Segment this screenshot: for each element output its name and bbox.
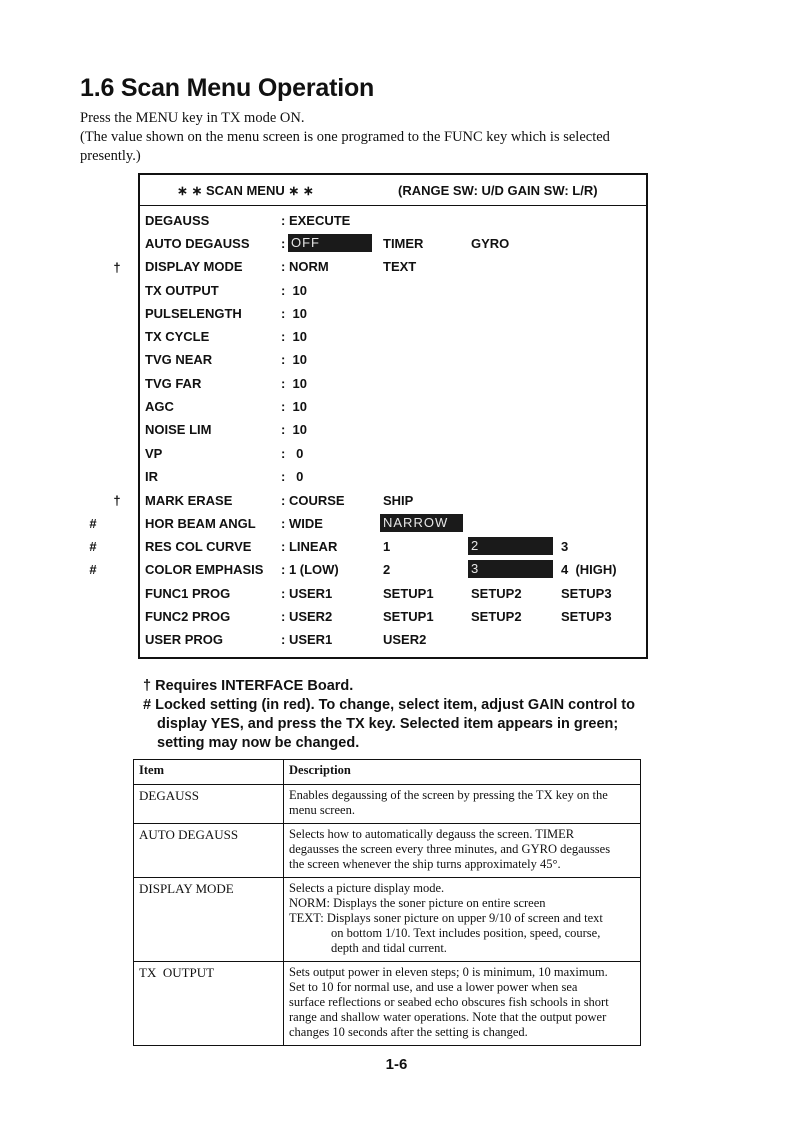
menu-row-hor-beam-angl[interactable]: [140, 514, 646, 534]
menu-row-func2-prog[interactable]: [140, 607, 646, 627]
intro-text: [80, 109, 720, 166]
menu-option[interactable]: 2: [383, 562, 391, 577]
description-line: surface reflections or seabed echo obscures fish schools in short: [289, 995, 609, 1009]
intro-line: Press the MENU key in TX mode ON.: [80, 110, 305, 126]
menu-option[interactable]: SETUP3: [561, 609, 612, 624]
col-header-description: Description: [284, 760, 641, 785]
menu-option[interactable]: 1: [383, 539, 391, 554]
description-line: the screen whenever the ship turns approximately 45°.: [289, 857, 561, 871]
menu-row-noise-lim[interactable]: [140, 420, 646, 440]
menu-label: PULSELENGTH: [145, 306, 242, 321]
menu-row-color-emphasis[interactable]: [140, 560, 646, 580]
menu-option[interactable]: SETUP1: [383, 586, 434, 601]
item-cell: AUTO DEGAUSS: [134, 824, 284, 878]
description-line: Selects how to automatically degauss the screen. TIMER: [289, 827, 575, 841]
menu-value: : NORM: [281, 259, 329, 274]
description-line: depth and tidal current.: [331, 941, 447, 955]
menu-header: [140, 175, 646, 206]
item-cell: DISPLAY MODE: [134, 878, 284, 962]
selected-option[interactable]: OFF: [288, 234, 372, 252]
menu-value: : 10: [281, 422, 308, 437]
menu-value: : 10: [281, 329, 308, 344]
selected-option[interactable]: 3: [468, 560, 553, 578]
description-cell: [284, 785, 641, 824]
menu-label: AUTO DEGAUSS: [145, 236, 250, 251]
menu-label: COLOR EMPHASIS: [145, 562, 264, 577]
menu-value: : 0: [281, 446, 304, 461]
menu-value: : 10: [281, 283, 308, 298]
hash-marker: #: [89, 562, 97, 577]
menu-range-hint: (RANGE SW: U/D GAIN SW: L/R): [398, 183, 598, 198]
col-header-item: Item: [134, 760, 284, 785]
menu-value: : COURSE: [281, 493, 345, 508]
description-line: on bottom 1/10. Text includes position, speed, course,: [331, 926, 601, 940]
menu-option[interactable]: SETUP2: [471, 609, 522, 624]
menu-option[interactable]: TEXT: [383, 259, 417, 274]
note-hash: # Locked setting (in red). To change, select item, adjust GAIN control to: [143, 697, 635, 713]
table-row: [134, 962, 641, 1046]
menu-value: : USER1: [281, 586, 333, 601]
menu-label: IR: [145, 469, 158, 484]
description-line: range and shallow water operations. Note that the output power: [289, 1010, 607, 1024]
menu-row-res-col-curve[interactable]: [140, 537, 646, 557]
description-line: NORM: Displays the soner picture on entire screen: [289, 896, 546, 910]
menu-value: : WIDE: [281, 516, 323, 531]
intro-line: presently.): [80, 148, 141, 164]
page-title: 1.6 Scan Menu Operation: [80, 74, 375, 102]
menu-row-tvg-near[interactable]: [140, 350, 646, 370]
description-line: menu screen.: [289, 803, 355, 817]
hash-marker: #: [89, 516, 97, 531]
menu-option[interactable]: SHIP: [383, 493, 414, 508]
selected-option[interactable]: NARROW: [380, 514, 463, 532]
menu-value: : 0: [281, 469, 304, 484]
menu-row-mark-erase[interactable]: [140, 491, 646, 511]
menu-label: MARK ERASE: [145, 493, 233, 508]
menu-label: DEGAUSS: [145, 213, 210, 228]
menu-label: TVG NEAR: [145, 352, 213, 367]
menu-value: : 10: [281, 352, 308, 367]
description-line: Enables degaussing of the screen by pressing the TX key on the: [289, 788, 608, 802]
menu-row-pulselength[interactable]: [140, 304, 646, 324]
menu-label: TX CYCLE: [145, 329, 210, 344]
description-cell: [284, 962, 641, 1046]
menu-row-func1-prog[interactable]: [140, 584, 646, 604]
menu-label: HOR BEAM ANGL: [145, 516, 256, 531]
menu-option[interactable]: USER2: [383, 632, 427, 647]
menu-label: TX OUTPUT: [145, 283, 219, 298]
table-header-row: [134, 760, 641, 785]
item-cell: DEGAUSS: [134, 785, 284, 824]
menu-option[interactable]: TIMER: [383, 236, 424, 251]
description-line: Set to 10 for normal use, and use a lower power when sea: [289, 980, 578, 994]
item-cell: TX OUTPUT: [134, 962, 284, 1046]
footnotes: [143, 677, 635, 753]
description-table: [133, 759, 641, 1046]
description-cell: [284, 824, 641, 878]
note-hash-cont: setting may now be changed.: [157, 735, 360, 751]
menu-value: : USER1: [281, 632, 333, 647]
menu-value: : 10: [281, 399, 308, 414]
menu-label: DISPLAY MODE: [145, 259, 243, 274]
table-row: [134, 824, 641, 878]
hash-marker: #: [89, 539, 97, 554]
description-line: Sets output power in eleven steps; 0 is minimum, 10 maximum.: [289, 965, 608, 979]
menu-value: : 10: [281, 306, 308, 321]
menu-option[interactable]: GYRO: [471, 236, 510, 251]
description-cell: [284, 878, 641, 962]
menu-label: AGC: [145, 399, 174, 414]
selected-option[interactable]: 2: [468, 537, 553, 555]
menu-value: : EXECUTE: [281, 213, 351, 228]
menu-value: :: [281, 236, 286, 251]
menu-value: : 1 (LOW): [281, 562, 339, 577]
description-line: Selects a picture display mode.: [289, 881, 445, 895]
menu-row-tvg-far[interactable]: [140, 374, 646, 394]
menu-label: RES COL CURVE: [145, 539, 252, 554]
menu-value: : 10: [281, 376, 308, 391]
menu-row-degauss[interactable]: [140, 211, 646, 231]
menu-label: FUNC2 PROG: [145, 609, 231, 624]
menu-option[interactable]: SETUP3: [561, 586, 612, 601]
menu-option[interactable]: 3: [561, 539, 569, 554]
menu-row-display-mode[interactable]: [140, 257, 646, 277]
menu-row-vp[interactable]: [140, 444, 646, 464]
menu-label: USER PROG: [145, 632, 224, 647]
menu-row-tx-output[interactable]: [140, 281, 646, 301]
menu-option[interactable]: 4 (HIGH): [561, 562, 617, 577]
table-row: [134, 878, 641, 962]
menu-value: : USER2: [281, 609, 333, 624]
description-line: degausses the screen every three minutes, and GYRO degausses: [289, 842, 611, 856]
menu-label: NOISE LIM: [145, 422, 212, 437]
menu-row-user-prog[interactable]: [140, 630, 646, 650]
page-number: 1-6: [385, 1056, 408, 1073]
menu-row-auto-degauss[interactable]: [140, 234, 646, 254]
menu-row-ir[interactable]: [140, 467, 646, 487]
menu-option[interactable]: SETUP1: [383, 609, 434, 624]
menu-label: VP: [145, 446, 163, 461]
menu-row-tx-cycle[interactable]: [140, 327, 646, 347]
note-dagger: † Requires INTERFACE Board.: [143, 678, 354, 694]
dagger-marker: †: [113, 493, 121, 508]
menu-label: TVG FAR: [145, 376, 202, 391]
scan-menu-screen: [138, 173, 648, 659]
menu-value: : LINEAR: [281, 539, 338, 554]
table-row: [134, 785, 641, 824]
description-line: TEXT: Displays soner picture on upper 9/10 of screen and text: [289, 911, 603, 925]
dagger-marker: †: [113, 260, 121, 275]
menu-option[interactable]: SETUP2: [471, 586, 522, 601]
menu-title: ∗ ∗ SCAN MENU ∗ ∗: [177, 183, 314, 198]
intro-line: (The value shown on the menu screen is one programed to the FUNC key which is selected: [80, 129, 610, 145]
menu-label: FUNC1 PROG: [145, 586, 231, 601]
description-line: changes 10 seconds after the setting is changed.: [289, 1025, 528, 1039]
note-hash-cont: display YES, and press the TX key. Selected item appears in green;: [157, 716, 619, 732]
menu-row-agc[interactable]: [140, 397, 646, 417]
